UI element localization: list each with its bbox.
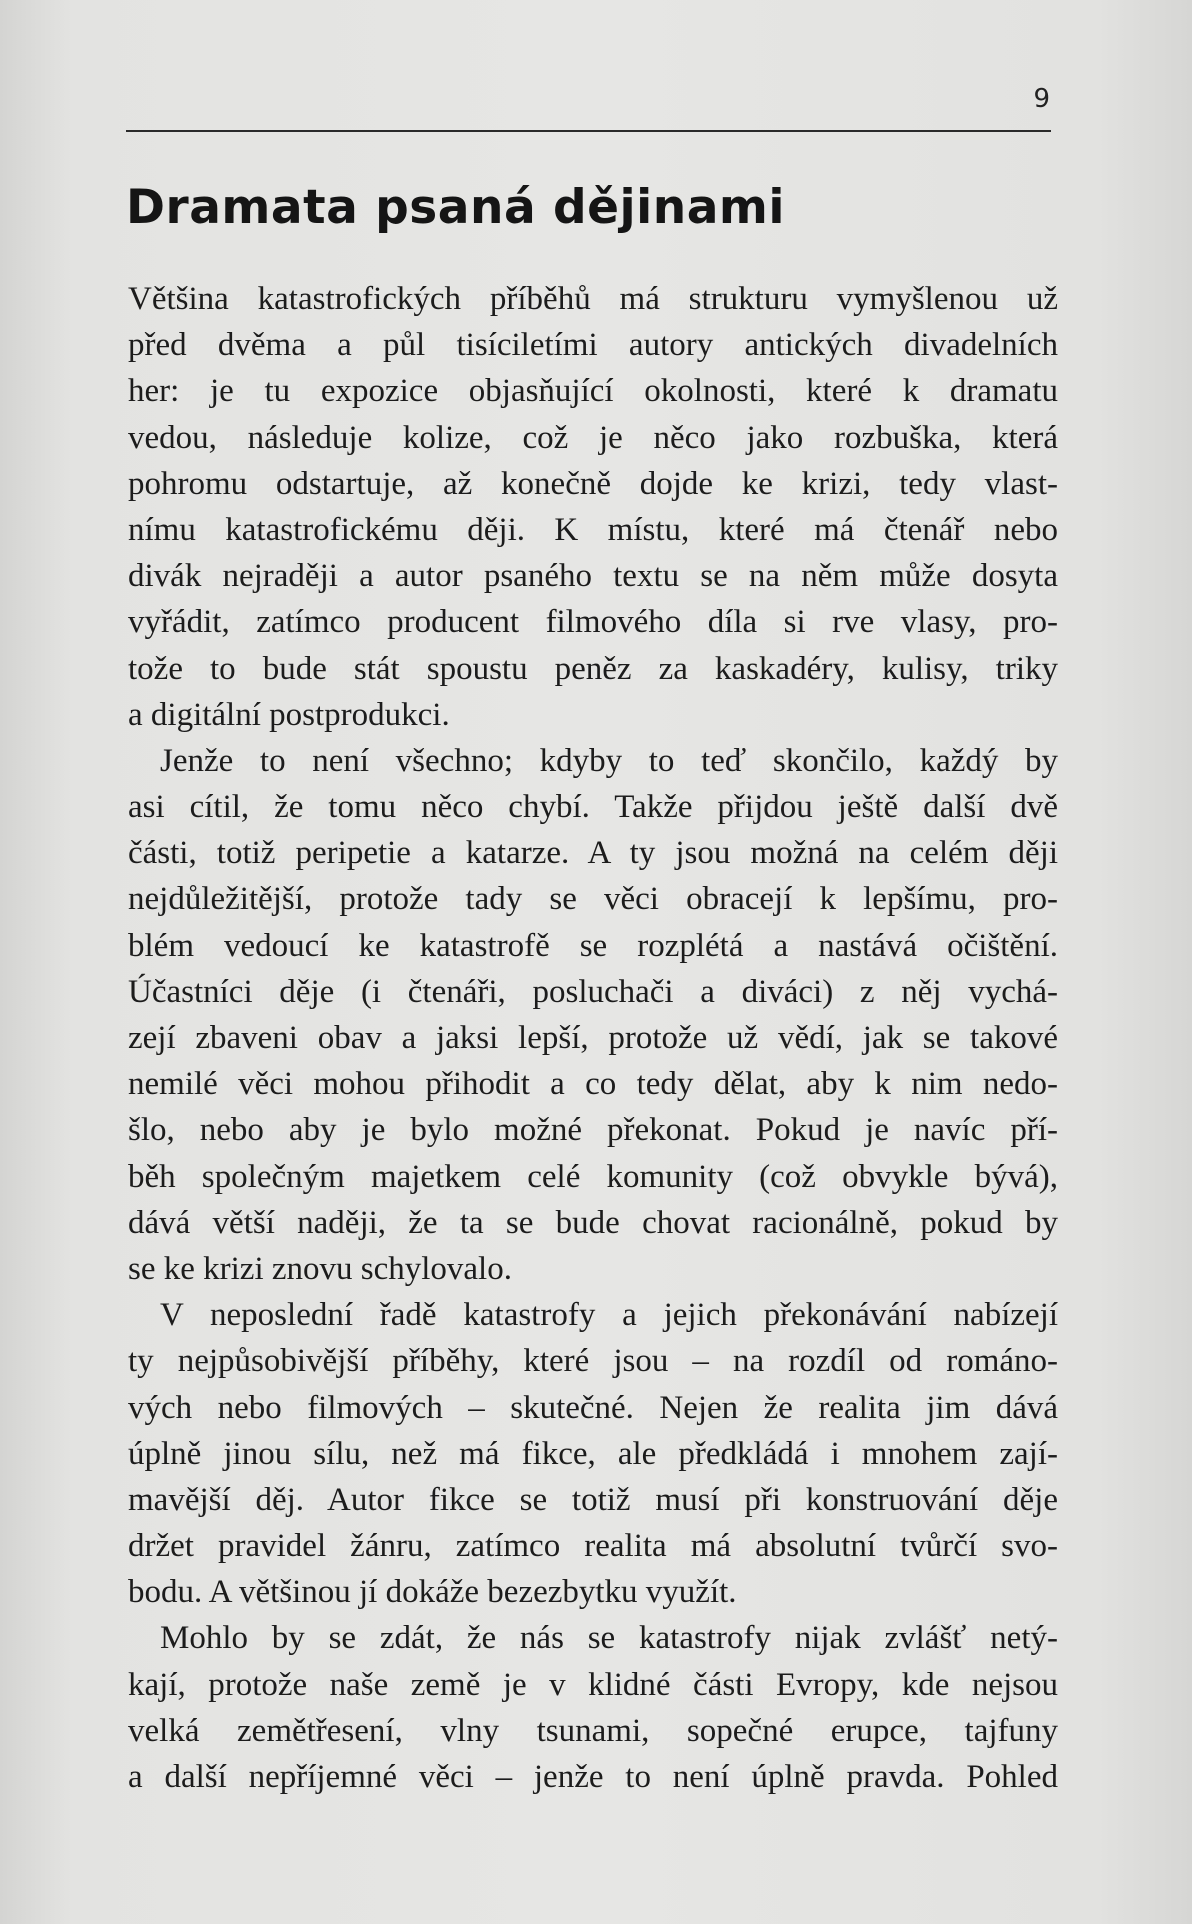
text-line: nejdůležitější, protože tady se věci obracejí k lepšímu, pro- xyxy=(128,881,1058,918)
text-line: před dvěma a půl tisíciletími autory antických divadelních xyxy=(128,327,1058,364)
text-line: bodu. A většinou jí dokáže bezezbytku využít. xyxy=(128,1574,737,1611)
text-line: nímu katastrofickému ději. K místu, které má čtenář nebo xyxy=(128,511,1058,548)
text-line: Účastníci děje (i čtenáři, posluchači a diváci) z něj vychá- xyxy=(128,973,1058,1010)
text-line: nemilé věci mohou přihodit a co tedy dělat, aby k nim nedo- xyxy=(128,1066,1058,1103)
text-line: tože to bude stát spoustu peněz za kaskadéry, kulisy, triky xyxy=(128,650,1058,687)
text-line: se ke krizi znovu schylovalo. xyxy=(128,1250,512,1287)
text-line: vyřádit, zatímco producent filmového díla si rve vlasy, pro- xyxy=(128,604,1058,641)
text-line: velká zemětřesení, vlny tsunami, sopečné erupce, tajfuny xyxy=(128,1712,1058,1749)
text-line: dává větší naději, že ta se bude chovat racionálně, pokud by xyxy=(128,1204,1058,1241)
text-line: šlo, nebo aby je bylo možné překonat. Pokud je navíc pří- xyxy=(128,1112,1058,1149)
text-line: Většina katastrofických příběhů má strukturu vymyšlenou už xyxy=(128,281,1058,317)
text-line: Mohlo by se zdát, že nás se katastrofy nijak zvlášť netý- xyxy=(160,1620,1058,1657)
text-line: běh společným majetkem celé komunity (což obvykle bývá), xyxy=(128,1158,1058,1195)
text-line: držet pravidel žánru, zatímco realita má absolutní tvůrčí svo- xyxy=(128,1528,1058,1565)
text-line: blém vedoucí ke katastrofě se rozplétá a nastává očištění. xyxy=(128,927,1058,964)
text-line: kají, protože naše země je v klidné části Evropy, kde nejsou xyxy=(128,1666,1058,1703)
text-line: části, totiž peripetie a katarze. A ty jsou možná na celém ději xyxy=(128,835,1058,872)
text-line: vých nebo filmových – skutečné. Nejen že realita jim dává xyxy=(128,1389,1058,1426)
text-line: ty nejpůsobivější příběhy, které jsou – na rozdíl od románo- xyxy=(128,1343,1058,1380)
text-line: her: je tu expozice objasňující okolnosti, které k dramatu xyxy=(128,373,1058,410)
chapter-title: Dramata psaná dějinami xyxy=(126,180,786,235)
page-number: 9 xyxy=(1033,84,1050,114)
text-line: zejí zbaveni obav a jaksi lepší, protože už vědí, jak se takové xyxy=(128,1020,1058,1056)
body-text xyxy=(128,276,1058,1800)
text-line: pohromu odstartuje, až konečně dojde ke krizi, tedy vlast- xyxy=(128,465,1058,502)
text-line: a digitální postprodukci. xyxy=(128,696,450,733)
text-line: a další nepříjemné věci – jenže to není úplně pravda. Pohled xyxy=(128,1759,1058,1795)
text-line: asi cítil, že tomu něco chybí. Takže přijdou ještě další dvě xyxy=(128,789,1058,826)
text-line: divák nejraději a autor psaného textu se na něm může dosyta xyxy=(128,558,1058,595)
header-rule xyxy=(126,130,1051,132)
text-line: úplně jinou sílu, než má fikce, ale předkládá i mnohem zají- xyxy=(128,1435,1058,1472)
text-line: V neposlední řadě katastrofy a jejich překonávání nabízejí xyxy=(160,1297,1058,1334)
text-line: mavější děj. Autor fikce se totiž musí při konstruování děje xyxy=(128,1481,1058,1518)
text-line: vedou, následuje kolize, což je něco jako rozbuška, která xyxy=(128,419,1058,456)
text-line: Jenže to není všechno; kdyby to teď skončilo, každý by xyxy=(160,742,1058,779)
